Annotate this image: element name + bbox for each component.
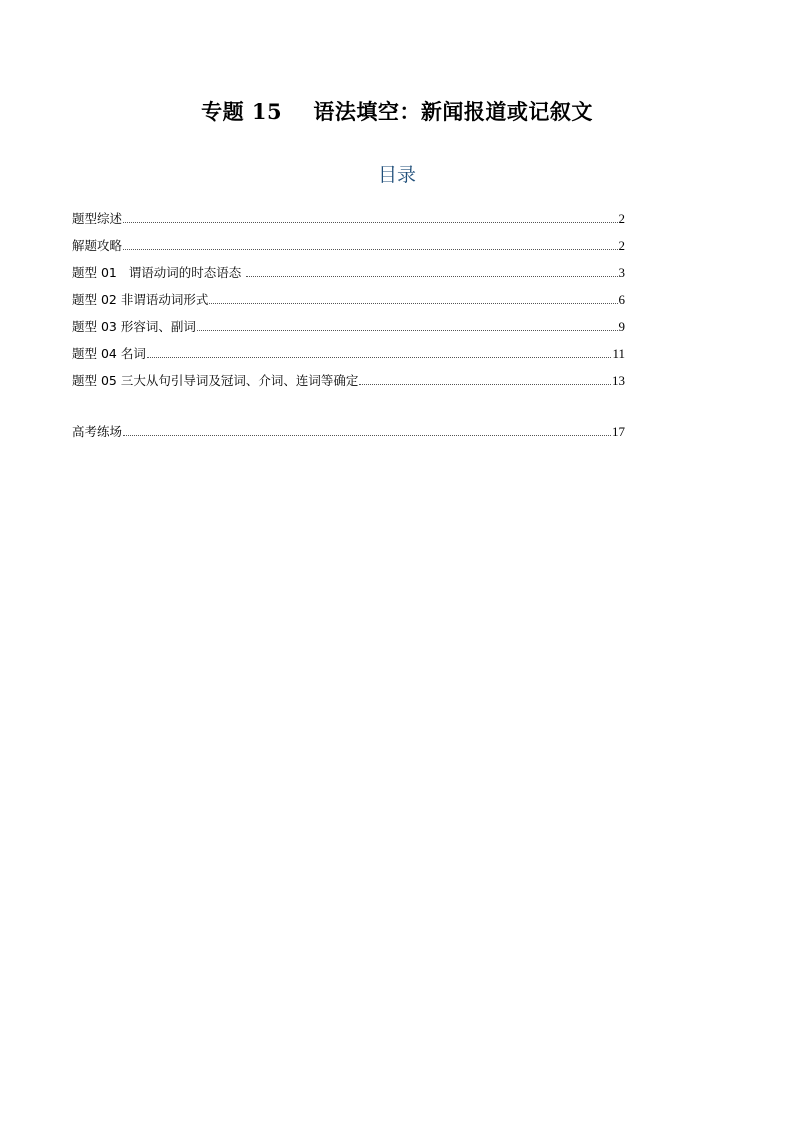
toc-entry-page: 2 <box>618 238 625 253</box>
toc-entry-label: 题型 02 非谓语动词形式 <box>72 292 209 307</box>
toc-leader-dots <box>147 356 612 358</box>
toc-entry-page: 17 <box>612 424 625 439</box>
table-of-contents <box>72 200 625 440</box>
toc-entry-exam-practice[interactable] <box>72 413 625 440</box>
toc-leader-dots <box>123 221 617 223</box>
toc-entry-page: 6 <box>618 292 625 307</box>
page-title: 专题 15 语法填空：新闻报道或记叙文 <box>201 99 593 124</box>
toc-entry-type-01[interactable] <box>72 254 625 281</box>
toc-entry-strategy[interactable] <box>72 227 625 254</box>
toc-leader-dots <box>197 329 618 331</box>
toc-entry-page: 11 <box>612 346 625 361</box>
toc-leader-dots <box>359 383 611 385</box>
toc-entry-label: 题型 01 谓语动词的时态语态 <box>72 265 246 280</box>
toc-entry-label: 解题攻略 <box>72 238 123 253</box>
toc-entry-type-02[interactable] <box>72 281 625 308</box>
toc-entry-type-05[interactable] <box>72 362 625 389</box>
toc-entry-label: 题型 05 三大从句引导词及冠词、介词、连词等确定 <box>72 373 359 388</box>
toc-entry-label: 高考练场 <box>72 424 123 439</box>
toc-entry-label: 题型 03 形容词、副词 <box>72 319 196 334</box>
toc-heading: 目录 <box>377 164 416 186</box>
toc-entry-type-04[interactable] <box>72 335 625 362</box>
toc-leader-dots <box>123 434 611 436</box>
toc-entry-page: 3 <box>618 265 625 280</box>
toc-entry-overview[interactable] <box>72 200 625 227</box>
toc-entry-type-03[interactable] <box>72 308 625 335</box>
toc-leader-dots <box>246 275 617 277</box>
toc-leader-dots <box>123 248 617 250</box>
toc-leader-dots <box>209 302 617 304</box>
toc-entry-label: 题型 04 名词 <box>72 346 146 361</box>
toc-entry-page: 9 <box>618 319 625 334</box>
toc-entry-label: 题型综述 <box>72 211 123 226</box>
toc-entry-page: 2 <box>618 211 625 226</box>
toc-entry-page: 13 <box>612 373 625 388</box>
